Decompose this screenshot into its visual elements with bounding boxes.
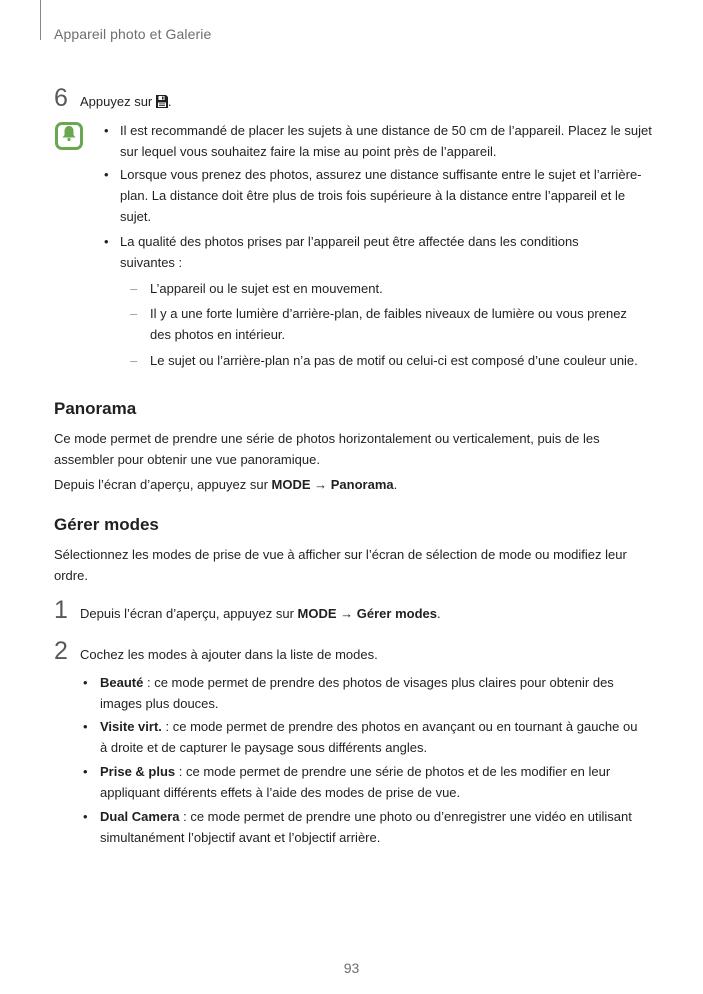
section-heading-panorama: Panorama [54,399,137,418]
step-6 [54,84,172,113]
mode-name: Beauté [100,675,144,690]
mode-name: Visite virt. [100,719,162,734]
step-1-prefix: Depuis l’écran d’aperçu, appuyez sur [80,606,298,621]
step-6-suffix: . [167,94,172,109]
dash-marker: – [130,353,138,368]
sub-bullet-text: L’appareil ou le sujet est en mouvement. [150,281,383,296]
step-1 [54,596,441,625]
mode-item [83,761,643,803]
bullet-dot: • [83,675,88,690]
arrow-icon: → [314,477,328,492]
mode-label: MODE [297,606,337,621]
section-heading-manage-modes: Gérer modes [54,515,159,534]
manage-description: Sélectionnez les modes de prise de vue à afficher sur l’écran de sélection de mode ou modifiez leur ordre. [54,547,627,583]
page-number: 93 [343,960,360,976]
note-text: Lorsque vous prenez des photos, assurez une distance suffisante entre le sujet et l’arrière-plan. La distance doit être plus de trois fois supérieure à la distance entre l’appareil et le sujet. [120,167,642,224]
sub-bullet [130,350,660,371]
dash-marker: – [130,281,138,296]
panorama-description: Ce mode permet de prendre une série de photos horizontalement ou verticalement, puis de les assembler pour obtenir une vue panoramique. [54,431,600,467]
note-text: La qualité des photos prises par l’appareil peut être affectée dans les conditions suivantes : [120,234,579,270]
bullet-dot: • [104,234,109,249]
mode-item [83,716,643,758]
bullet-dot: • [104,123,109,138]
mode-desc: : ce mode permet de prendre des photos en avançant ou en tournant à gauche ou à droite et de capturer le paysage sous différents angles. [100,719,638,755]
step-6-label: Appuyez sur [80,94,153,109]
step-number: 1 [54,596,68,624]
instr-prefix: Depuis l’écran d’aperçu, appuyez sur [54,477,272,492]
mode-item [83,672,643,714]
step-1-suffix: . [436,606,441,621]
sub-bullet-text: Il y a une forte lumière d’arrière-plan, de faibles niveaux de lumière ou vous prenez des photos en intérieur. [150,306,627,342]
mode-desc: : ce mode permet de prendre une photo ou d’enregistrer une vidéo en utilisant simultanément l’objectif avant et l’objectif arrière. [100,809,632,845]
bell-icon [61,125,77,147]
dash-marker: – [130,306,138,321]
mode-desc: : ce mode permet de prendre une série de photos et de les modifier en leur appliquant différents effets à l’aide des modes de prise de vue. [100,764,611,800]
step-2 [54,637,378,666]
panorama-instruction [54,474,650,495]
note-text: Il est recommandé de placer les sujets à une distance de 50 cm de l’appareil. Placez le sujet sur lequel vous souhaitez faire la mise au point près de l’appareil. [120,123,652,159]
step-text [80,94,172,111]
sub-bullet [130,303,655,345]
chapter-title: Appareil photo et Galerie [54,26,212,42]
sub-bullet-text: Le sujet ou l’arrière-plan n’a pas de motif ou celui-ci est composé d’une couleur unie. [150,353,638,368]
bullet-dot: • [83,764,88,779]
arrow-icon: → [340,606,354,621]
bullet-dot: • [83,809,88,824]
step-number: 2 [54,637,68,665]
mode-item [83,806,653,848]
header-rule [40,0,41,40]
save-icon [156,95,168,111]
note-bullet [104,231,652,273]
mode-label: MODE [271,477,311,492]
panorama-label: Panorama [330,477,394,492]
note-badge [55,122,83,150]
step-text [80,606,441,621]
manage-modes-label: Gérer modes [356,606,437,621]
bullet-dot: • [104,167,109,182]
mode-name: Prise & plus [100,764,176,779]
note-bullet [104,120,652,162]
note-bullet [104,164,652,227]
mode-desc: : ce mode permet de prendre des photos de visages plus claires pour obtenir des images plus douces. [100,675,614,711]
sub-bullet [130,278,655,299]
step-text: Cochez les modes à ajouter dans la liste de modes. [80,647,378,662]
instr-suffix: . [393,477,398,492]
step-number: 6 [54,84,68,112]
mode-name: Dual Camera [100,809,180,824]
bullet-dot: • [83,719,88,734]
